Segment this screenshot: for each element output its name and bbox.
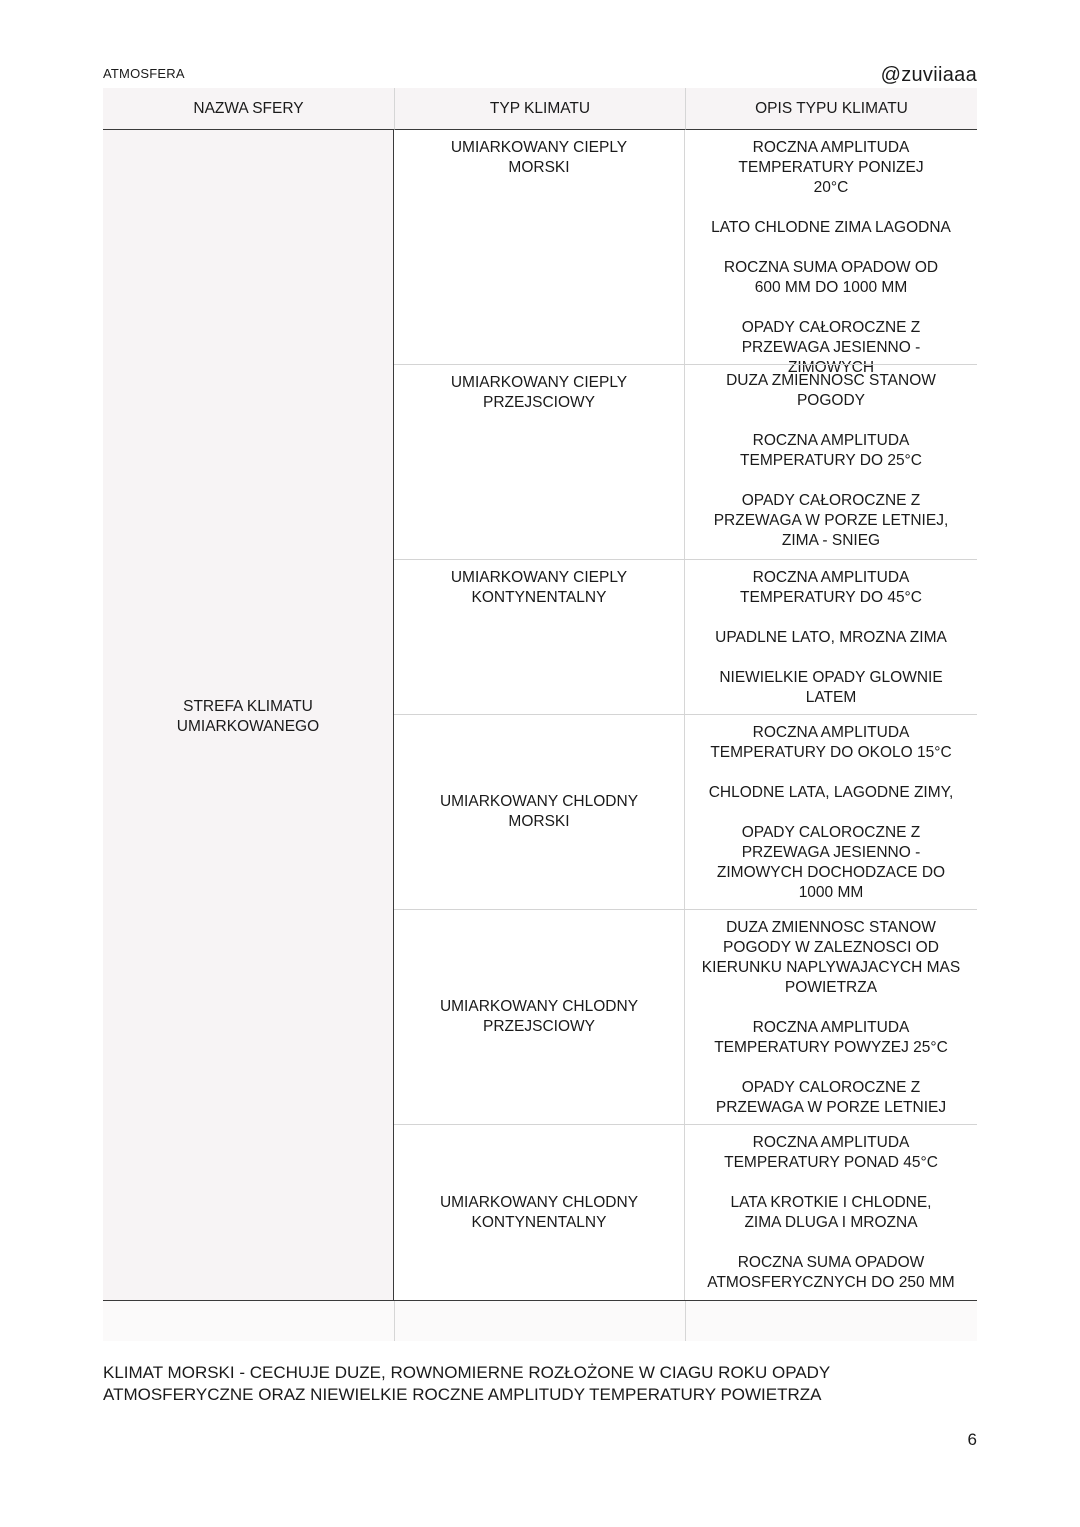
climate-type-cell <box>394 560 685 714</box>
climate-description-cell <box>685 365 977 559</box>
climate-type: UMIARKOWANY CHLODNY KONTYNENTALNY <box>439 1193 639 1231</box>
climate-type-rows <box>394 130 977 1300</box>
description-item: ROCZNA AMPLITUDA TEMPERATURY PONIZEJ 20°C <box>738 139 924 196</box>
author-handle: @zuviiaaa <box>880 64 977 86</box>
description-item: CHLODNE LATA, LAGODNE ZIMY, <box>708 784 954 801</box>
zone-name: STREFA KLIMATU UMIARKOWANEGO <box>176 698 320 735</box>
climate-type-cell <box>394 130 685 384</box>
description-item: ROCZNA SUMA OPADOW OD 600 MM DO 1000 MM <box>723 259 939 296</box>
description-item: OPADY CAŁOROCZNE Z PRZEWAGA W PORZE LETNIEJ, ZIMA - SNIEG <box>713 492 949 549</box>
column-header-sphere-name: NAZWA SFERY <box>103 88 394 130</box>
description-item: OPADY CALOROCZNE Z PRZEWAGA W PORZE LETNIEJ <box>715 1079 947 1116</box>
description-item: NIEWIELKIE OPADY GLOWNIE LATEM <box>719 669 943 706</box>
climate-description-cell <box>685 910 977 1124</box>
table-body <box>103 130 977 1301</box>
description-item: DUZA ZMIENNOSC STANOW POGODY <box>726 372 936 409</box>
description-item: UPADLNE LATO, MROZNA ZIMA <box>715 629 947 646</box>
description-item: OPADY CALOROCZNE Z PRZEWAGA JESIENNO - ZIMOWYCH DOCHODZACE DO 1000 MM <box>716 824 946 901</box>
climate-type-cell <box>394 715 685 909</box>
description-item: ROCZNA SUMA OPADOW ATMOSFERYCZNYCH DO 250 MM <box>707 1254 955 1291</box>
empty-table-row <box>103 1301 977 1341</box>
page-number: 6 <box>967 1430 977 1449</box>
climate-description-cell <box>685 1125 977 1300</box>
climate-type-cell <box>394 910 685 1124</box>
table-row <box>394 364 977 559</box>
column-header-climate-type: TYP KLIMATU <box>394 88 685 130</box>
section-label: ATMOSFERA <box>103 66 185 81</box>
description-item: ROCZNA AMPLITUDA TEMPERATURY DO 45°C <box>740 569 922 606</box>
climate-description-cell <box>685 130 977 384</box>
description-item: OPADY CAŁOROCZNE Z PRZEWAGA JESIENNO - ZIMOWYCH <box>741 319 921 376</box>
description-item: LATO CHLODNE ZIMA LAGODNA <box>711 219 951 236</box>
climate-type-cell <box>394 365 685 559</box>
table-header-row <box>103 88 977 130</box>
climate-type: UMIARKOWANY CIEPLY KONTYNENTALNY <box>450 569 628 606</box>
description-item: ROCZNA AMPLITUDA TEMPERATURY PONAD 45°C <box>724 1134 938 1171</box>
climate-type: UMIARKOWANY CIEPLY PRZEJSCIOWY <box>450 374 628 411</box>
climate-type-cell <box>394 1125 685 1300</box>
table-row <box>394 909 977 1124</box>
description-item: ROCZNA AMPLITUDA TEMPERATURY DO OKOLO 15°C <box>710 724 952 761</box>
empty-cell <box>685 1301 977 1341</box>
footnote-maritime-climate: KLIMAT MORSKI - CECHUJE DUZE, ROWNOMIERNE ROZŁOŻONE W CIAGU ROKU OPADY ATMOSFERYCZNE ORAZ NIEWIELKIE ROCZNE AMPLITUDY TEMPERATURY POWIETRZA <box>103 1363 830 1404</box>
climate-type: UMIARKOWANY CHLODNY PRZEJSCIOWY <box>439 998 639 1035</box>
table-row <box>394 130 977 376</box>
climate-type: UMIARKOWANY CIEPLY MORSKI <box>450 139 628 176</box>
description-item: DUZA ZMIENNOSC STANOW POGODY W ZALEZNOSCI OD KIERUNKU NAPLYWAJACYCH MAS POWIETRZA <box>701 919 961 996</box>
climate-description-cell <box>685 560 977 714</box>
zone-name-cell <box>103 130 394 1300</box>
column-header-climate-description: OPIS TYPU KLIMATU <box>685 88 977 130</box>
empty-cell <box>394 1301 685 1341</box>
table-row <box>394 1124 977 1300</box>
description-item: ROCZNA AMPLITUDA TEMPERATURY POWYZEJ 25°C <box>714 1019 948 1056</box>
description-item: LATA KROTKIE I CHLODNE, ZIMA DLUGA I MROZNA <box>730 1194 932 1231</box>
table-row <box>394 559 977 714</box>
climate-table <box>103 88 977 1341</box>
table-row <box>394 714 977 909</box>
climate-description-cell <box>685 715 977 909</box>
climate-type: UMIARKOWANY CHLODNY MORSKI <box>439 793 639 830</box>
description-item: ROCZNA AMPLITUDA TEMPERATURY DO 25°C <box>740 432 922 469</box>
empty-cell <box>103 1301 394 1341</box>
